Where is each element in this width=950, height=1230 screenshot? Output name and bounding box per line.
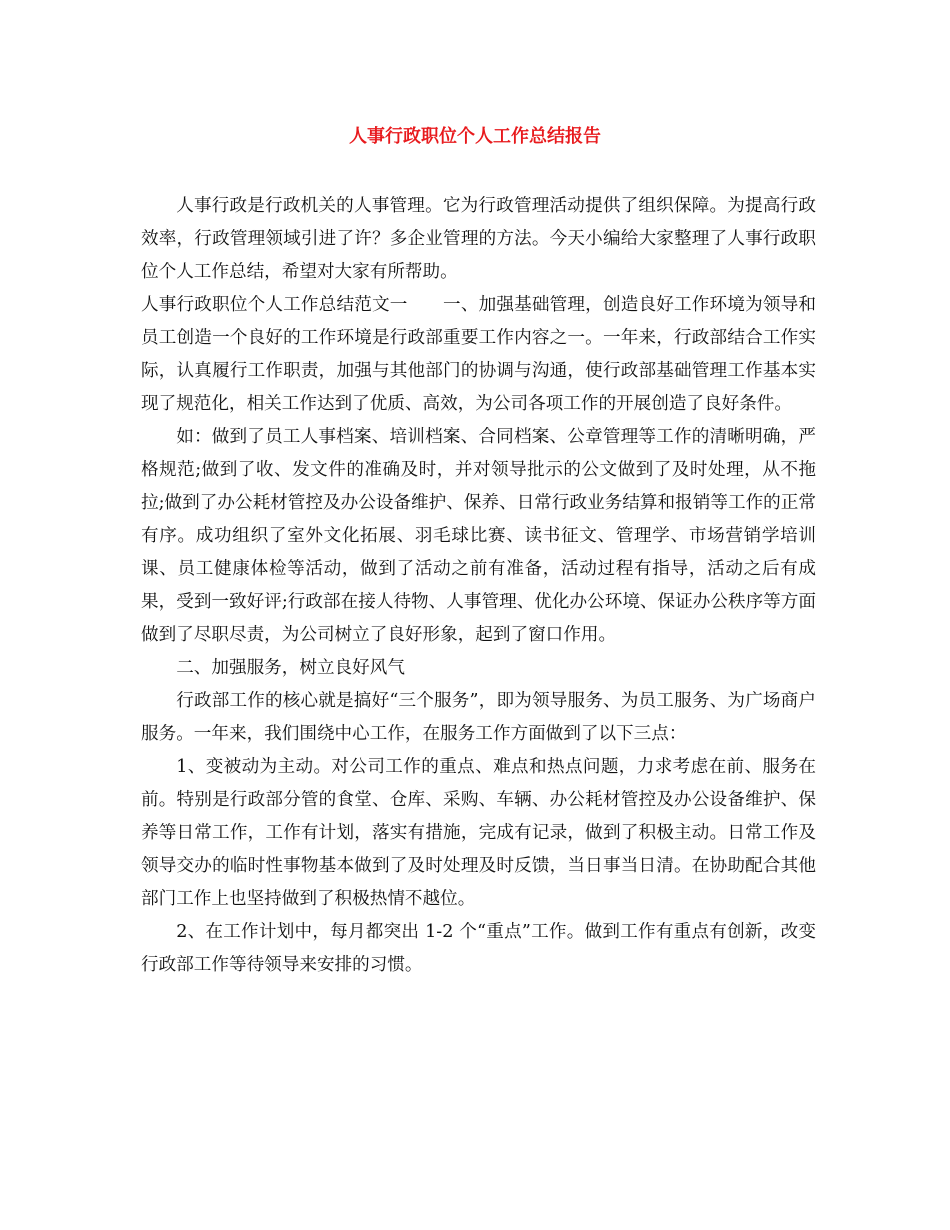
examples-paragraph: 如：做到了员工人事档案、培训档案、合同档案、公章管理等工作的清晰明确，严格规范;做到了收、发文件的准确及时，并对领导批示的公文做到了及时处理，从不拖拉;做到了办公耗材管控及办公设备维护、保养、日常行政业务结算和报销等工作的正常有序。成功组织了室外文化拓展、羽毛球比赛、读书征文、管理学、市场营销学培训课、员工健康体检等活动，做到了活动之前有准备，活动过程有指导，活动之后有成果，受到一致好评;行政部在接人待物、人事管理、优化办公环境、保证办公秩序等方面做到了尽职尽责，为公司树立了良好形象，起到了窗口作用。 xyxy=(141,427,816,645)
point-two-paragraph: 2、在工作计划中，每月都突出 1-2 个“重点”工作。做到工作有重点有创新，改变行政部工作等待领导来安排的习惯。 xyxy=(141,922,816,975)
section-one-paragraph: 人事行政职位个人工作总结范文一 一、加强基础管理，创造良好工作环境为领导和员工创造一个良好的工作环境是行政部重要工作内容之一。一年来，行政部结合工作实际，认真履行工作职责，加强与其他部门的协调与沟通，使行政部基础管理工作基本实现了规范化，相关工作达到了优质、高效，为公司各项工作的开展创造了良好条件。 xyxy=(141,295,816,414)
point-one-paragraph: 1、变被动为主动。对公司工作的重点、难点和热点问题，力求考虑在前、服务在前。特别是行政部分管的食堂、仓库、采购、车辆、办公耗材管控及办公设备维护、保养等日常工作，工作有计划，落实有措施，完成有记录，做到了积极主动。日常工作及领导交办的临时性事物基本做到了及时处理及时反馈，当日事当日清。在协助配合其他部门工作上也坚持做到了积极热情不越位。 xyxy=(141,757,816,909)
document-body xyxy=(141,190,816,982)
section-two-heading: 二、加强服务，树立良好风气 xyxy=(176,658,405,678)
document-title: 人事行政职位个人工作总结报告 xyxy=(349,126,601,147)
intro-paragraph: 人事行政是行政机关的人事管理。它为行政管理活动提供了组织保障。为提高行政效率，行政管理领域引进了许？多企业管理的方法。今天小编给大家整理了人事行政职位个人工作总结，希望对大家有所帮助。 xyxy=(141,196,816,282)
service-core-paragraph: 行政部工作的核心就是搞好“三个服务”，即为领导服务、为员工服务、为广场商户服务。一年来，我们围绕中心工作，在服务工作方面做到了以下三点： xyxy=(141,691,816,744)
